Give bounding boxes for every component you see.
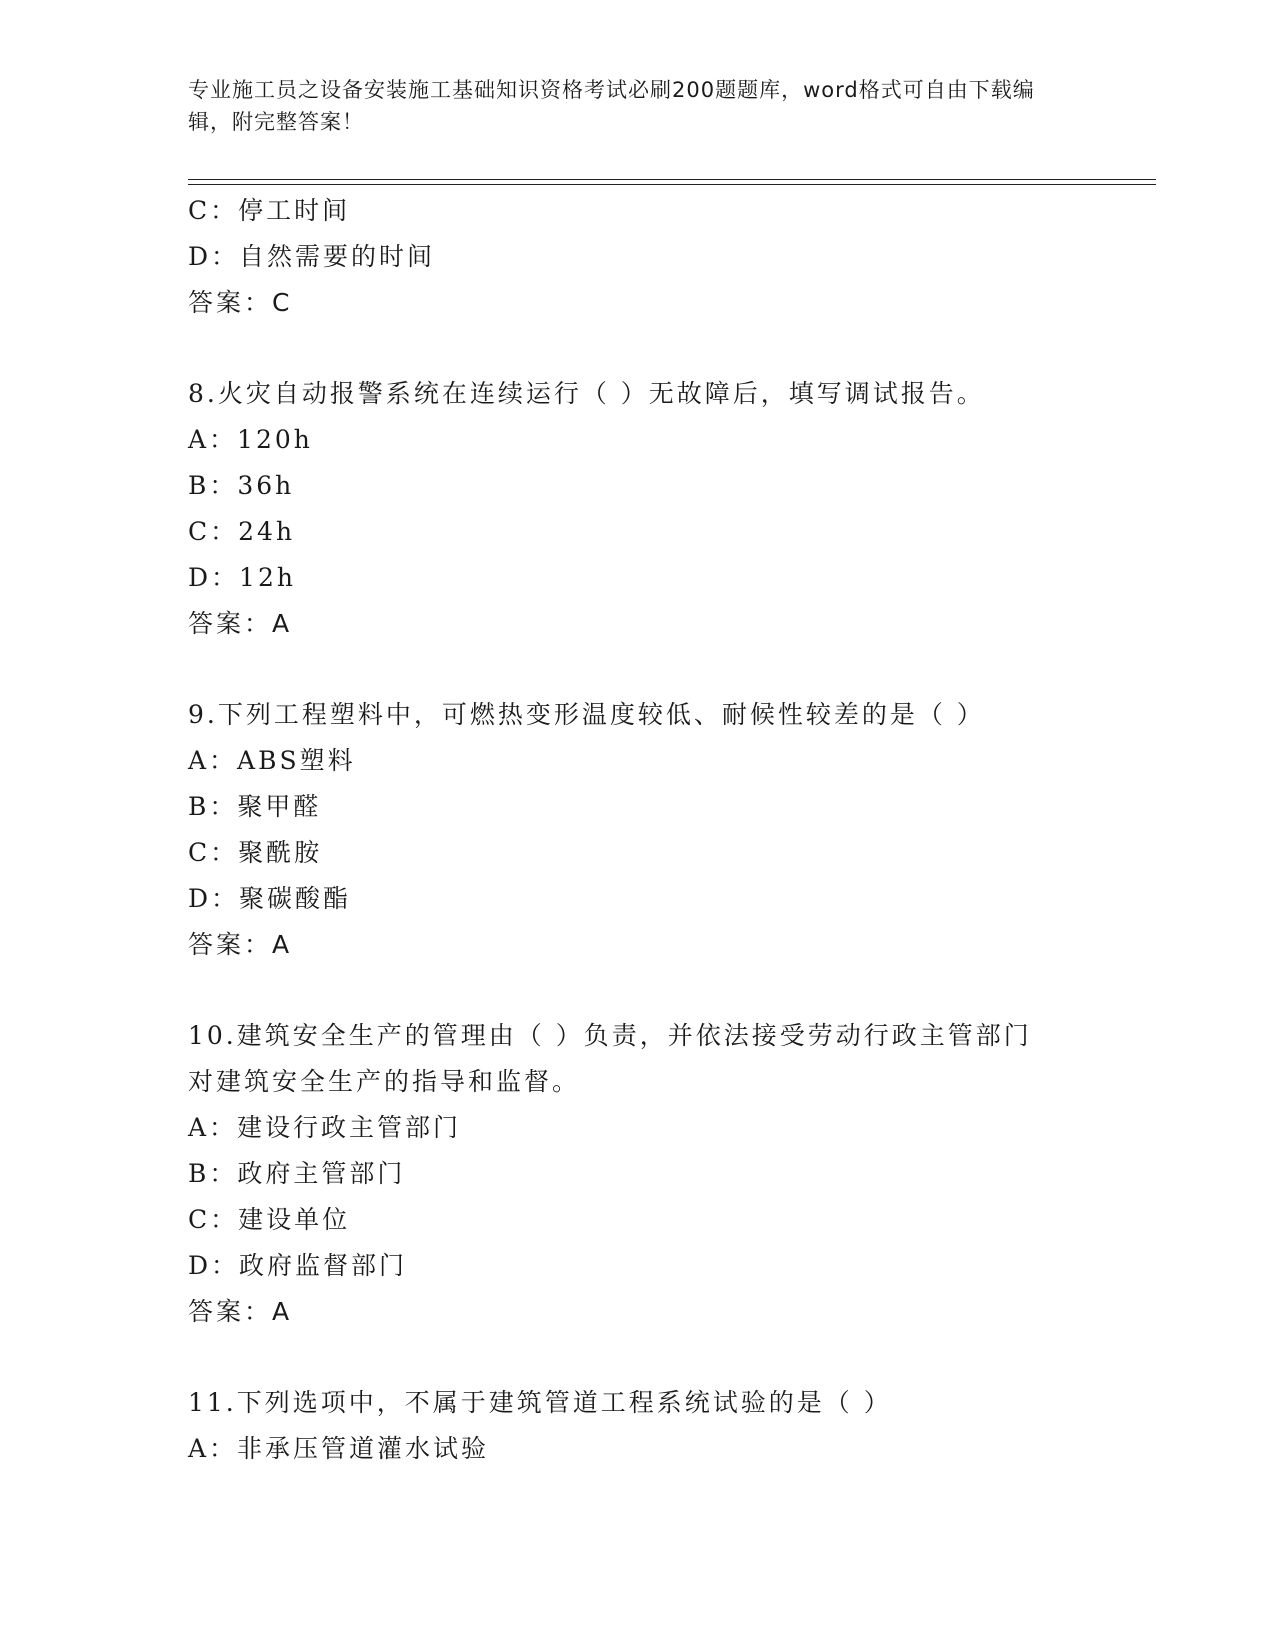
question-title: 9.下列工程塑料中，可燃热变形温度较低、耐候性较差的是（ ）	[188, 700, 985, 729]
question-title-line-2: 对建筑安全生产的指导和监督。	[188, 1067, 581, 1096]
answer-line: 答案：A	[188, 609, 293, 638]
spacer	[188, 326, 1088, 371]
option-b: B：聚甲醛	[188, 792, 322, 821]
option-c: C：建设单位	[188, 1205, 351, 1234]
question-10	[188, 1013, 1088, 1335]
document-header: 专业施工员之设备安装施工基础知识资格考试必刷200题题库，word格式可自由下载编辑，附完整答案！	[188, 78, 1035, 134]
option-d: D：12h	[188, 563, 296, 592]
question-title: 11.下列选项中，不属于建筑管道工程系统试验的是（ ）	[188, 1388, 892, 1417]
question-content	[188, 188, 1088, 1472]
header-divider-bottom	[188, 184, 1156, 185]
option-c: C：停工时间	[188, 196, 351, 225]
option-b: B：36h	[188, 471, 295, 500]
question-title-line-1: 10.建筑安全生产的管理由（ ）负责，并依法接受劳动行政主管部门	[188, 1021, 1032, 1050]
option-d: D：自然需要的时间	[188, 242, 436, 271]
question-9	[188, 692, 1088, 968]
option-b: B：政府主管部门	[188, 1159, 406, 1188]
question-7-continued	[188, 188, 1088, 326]
option-a: A：非承压管道灌水试验	[188, 1434, 490, 1463]
header-divider-top	[188, 179, 1156, 180]
option-a: A：建设行政主管部门	[188, 1113, 462, 1142]
spacer	[188, 968, 1088, 1013]
question-8	[188, 371, 1088, 647]
answer-line: 答案：C	[188, 288, 293, 317]
option-d: D：政府监督部门	[188, 1251, 408, 1280]
answer-line: 答案：A	[188, 1297, 293, 1326]
option-d: D：聚碳酸酯	[188, 884, 352, 913]
option-a: A：ABS塑料	[188, 746, 356, 775]
option-c: C：24h	[188, 517, 296, 546]
option-a: A：120h	[188, 425, 313, 454]
answer-line: 答案：A	[188, 930, 293, 959]
spacer	[188, 1335, 1088, 1380]
question-11	[188, 1380, 1088, 1472]
option-c: C：聚酰胺	[188, 838, 323, 867]
spacer	[188, 647, 1088, 692]
question-title: 8.火灾自动报警系统在连续运行（ ）无故障后，填写调试报告。	[188, 379, 985, 408]
